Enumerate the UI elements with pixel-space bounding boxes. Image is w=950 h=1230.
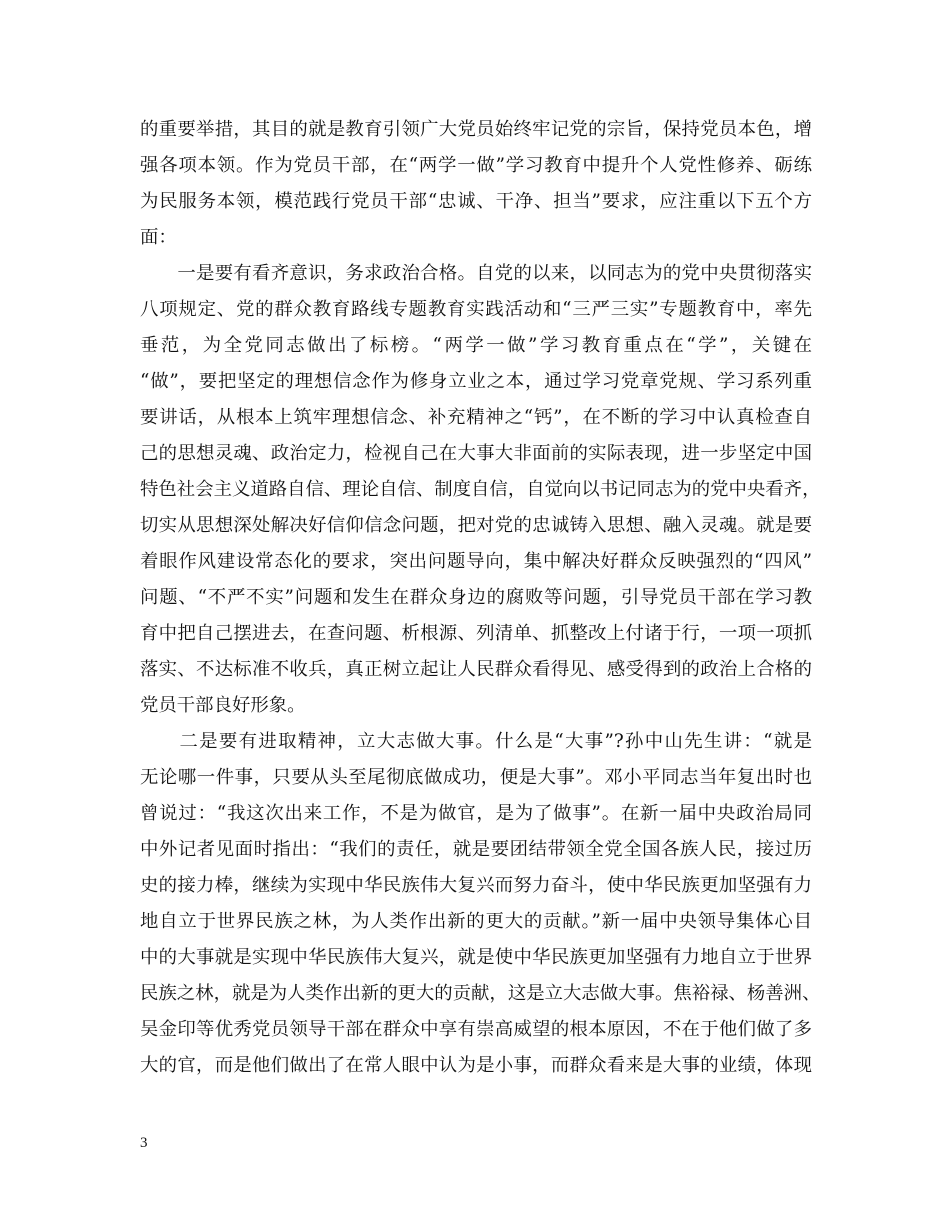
text-line: 育中把自己摆进去，在查问题、析根源、列清单、抓整改上付诸于行，一项一项抓 [140, 623, 812, 644]
text-line: 强各项本领。作为党员干部，在“两学一做”学习教育中提升个人党性修养、砺练 [140, 155, 812, 176]
text-line: 为民服务本领，模范践行党员干部“忠诚、干净、担当”要求，应注重以下五个方 [140, 191, 812, 212]
text-line: 特色社会主义道路自信、理论自信、制度自信，自觉向以书记同志为的党中央看齐， [140, 479, 821, 500]
text-line: 落实、不达标准不收兵，真正树立起让人民群众看得见、感受得到的政治上合格的 [140, 659, 812, 680]
text-line: 切实从思想深处解决好信仰信念问题，把对党的忠诚铸入思想、融入灵魂。就是要 [140, 515, 812, 536]
text-line: 党员干部良好形象。 [140, 695, 306, 716]
text-line: 曾说过：“我这次出来工作，不是为做官，是为了做事”。在新一届中央政治局同 [140, 803, 812, 824]
text-line: “做”，要把坚定的理想信念作为修身立业之本，通过学习党章党规、学习系列重 [140, 371, 812, 392]
text-line: 着眼作风建设常态化的要求，突出问题导向，集中解决好群众反映强烈的“四风” [140, 551, 812, 572]
page-number: 3 [140, 1135, 148, 1151]
text-line: 二是要有进取精神，立大志做大事。什么是“大事”?孙中山先生讲：“就是 [140, 731, 812, 752]
text-line: 吴金印等优秀党员领导干部在群众中享有崇高威望的根本原因，不在于他们做了多 [140, 1019, 812, 1040]
document-body [140, 112, 821, 1084]
text-line: 史的接力棒，继续为实现中华民族伟大复兴而努力奋斗，使中华民族更加坚强有力 [140, 875, 812, 896]
text-line: 的重要举措，其目的就是教育引领广大党员始终牢记党的宗旨，保持党员本色，增 [140, 119, 812, 140]
text-line: 无论哪一件事，只要从头至尾彻底做成功，便是大事”。邓小平同志当年复出时也 [140, 767, 812, 788]
text-line: 要讲话，从根本上筑牢理想信念、补充精神之“钙”，在不断的学习中认真检查自 [140, 407, 812, 428]
text-line: 问题、“不严不实”问题和发生在群众身边的腐败等问题，引导党员干部在学习教 [140, 587, 812, 608]
text-line: 垂范，为全党同志做出了标榜。“两学一做”学习教育重点在“学”，关键在 [140, 335, 812, 356]
text-line: 地自立于世界民族之林，为人类作出新的更大的贡献。”新一届中央领导集体心目 [140, 911, 812, 932]
text-line: 八项规定、党的群众教育路线专题教育实践活动和“三严三实”专题教育中，率先 [140, 299, 812, 320]
text-line: 大的官，而是他们做出了在常人眼中认为是小事，而群众看来是大事的业绩，体现 [140, 1055, 812, 1076]
text-line: 面： [140, 227, 177, 248]
text-line: 中的大事就是实现中华民族伟大复兴，就是使中华民族更加坚强有力地自立于世界 [140, 947, 812, 968]
text-line: 己的思想灵魂、政治定力，检视自己在大事大非面前的实际表现，进一步坚定中国 [140, 443, 812, 464]
text-line: 中外记者见面时指出：“我们的责任，就是要团结带领全党全国各族人民，接过历 [140, 839, 812, 860]
text-line: 民族之林，就是为人类作出新的更大的贡献，这是立大志做大事。焦裕禄、杨善洲、 [140, 983, 821, 1004]
text-line: 一是要有看齐意识，务求政治合格。自党的以来，以同志为的党中央贯彻落实 [140, 263, 812, 284]
